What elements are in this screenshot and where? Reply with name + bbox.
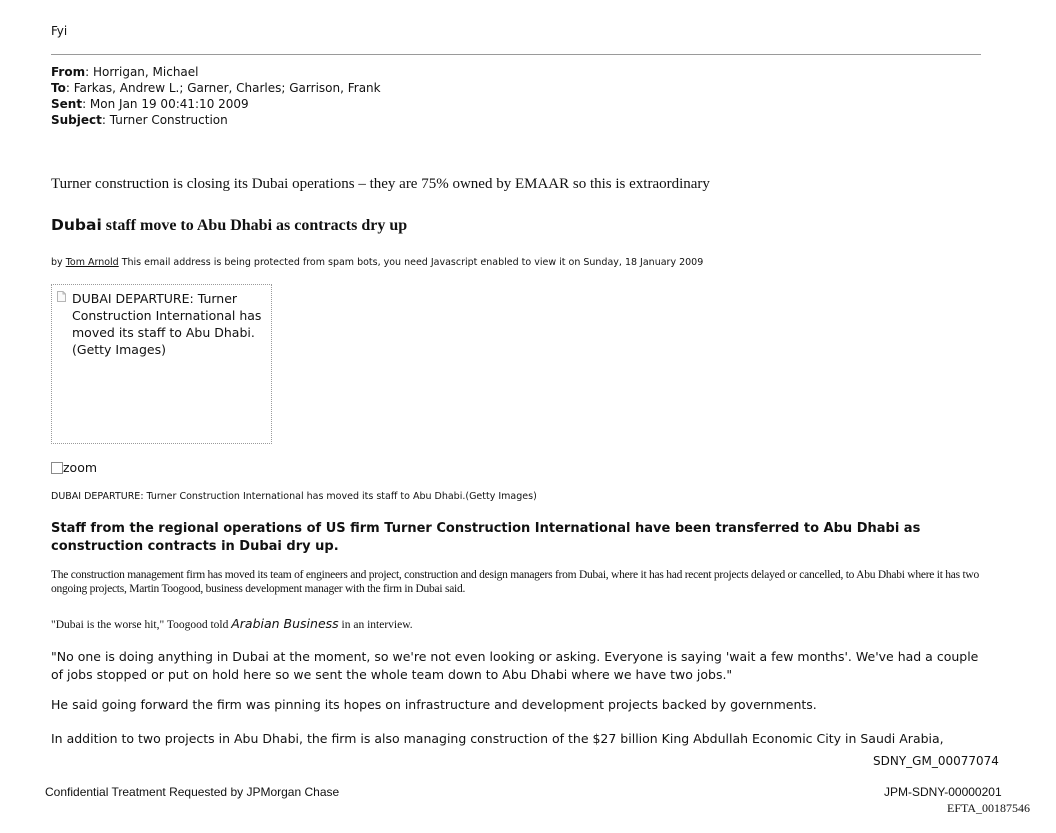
sent-label: Sent <box>51 97 83 111</box>
headline-first-word: Dubai <box>51 216 102 234</box>
to-label: To <box>51 81 66 95</box>
bates-number-sdny: SDNY_GM_00077074 <box>873 754 999 768</box>
header-divider <box>51 54 981 55</box>
zoom-icon[interactable] <box>51 462 63 474</box>
article-image-placeholder <box>51 284 272 444</box>
paragraph-5: In addition to two projects in Abu Dhabi, the firm is also managing construction of the $27 billion King Abdullah Economic City in Saudi Arabia, <box>51 731 944 746</box>
email-from <box>51 65 199 79</box>
intro-text: Turner construction is closing its Dubai operations – they are 75% owned by EMAAR so this is extraordinary <box>51 176 710 192</box>
publication-name: Arabian Business <box>231 616 339 631</box>
article-byline <box>51 257 703 268</box>
efta-number: EFTA_00187546 <box>947 801 1031 815</box>
email-to <box>51 81 381 95</box>
subject-label: Subject <box>51 113 102 127</box>
sent-value: : Mon Jan 19 00:41:10 2009 <box>82 97 249 111</box>
broken-image-icon <box>57 291 66 302</box>
confidential-notice: Confidential Treatment Requested by JPMorgan Chase <box>45 785 340 799</box>
image-caption: DUBAI DEPARTURE: Turner Construction International has moved its staff to Abu Dhabi.(Getty Images) <box>51 491 537 502</box>
paragraph-2 <box>51 616 413 631</box>
paragraph-1: The construction management firm has moved its team of engineers and project, construction and design managers from Dubai, where it has had recent projects delayed or cancelled, to Abu Dhabi where it has two ongoing projects, Martin Toogood, business development manager with the firm in Dubai said. <box>51 569 979 595</box>
email-subject <box>51 113 228 127</box>
bates-number-jpm: JPM-SDNY-00000201 <box>884 785 1002 799</box>
author-link[interactable]: Tom Arnold <box>65 257 119 268</box>
article-headline <box>51 216 407 235</box>
zoom-link[interactable]: zoom <box>63 460 98 475</box>
subject-value: : Turner Construction <box>101 113 228 127</box>
paragraph-3: "No one is doing anything in Dubai at the moment, so we're not even looking or asking. Everyone is saying 'wait a few months'. We've had a couple of jobs stopped or put on hold here so we sent the whole team down to Abu Dhabi where we have two jobs." <box>51 649 979 682</box>
p2-before: "Dubai is the worse hit," Toogood told <box>51 619 232 631</box>
image-alt-text: DUBAI DEPARTURE: Turner Construction International has moved its staff to Abu Dhabi.(Getty Images) <box>72 291 262 357</box>
email-sent <box>51 97 249 111</box>
byline-prefix: by <box>51 257 66 268</box>
fyi-note: Fyi <box>51 24 68 38</box>
from-value: : Horrigan, Michael <box>85 65 199 79</box>
to-value: : Farkas, Andrew L.; Garner, Charles; Garrison, Frank <box>65 81 381 95</box>
from-label: From <box>51 65 86 79</box>
article-lead: Staff from the regional operations of US firm Turner Construction International have been transferred to Abu Dhabi as construction contracts in Dubai dry up. <box>51 521 921 554</box>
byline-suffix: This email address is being protected from spam bots, you need Javascript enabled to view it on Sunday, 18 January 2009 <box>118 257 704 268</box>
headline-rest: staff move to Abu Dhabi as contracts dry up <box>101 217 408 234</box>
p2-after: in an interview. <box>338 619 413 631</box>
paragraph-4: He said going forward the firm was pinning its hopes on infrastructure and development projects backed by governments. <box>51 697 817 712</box>
